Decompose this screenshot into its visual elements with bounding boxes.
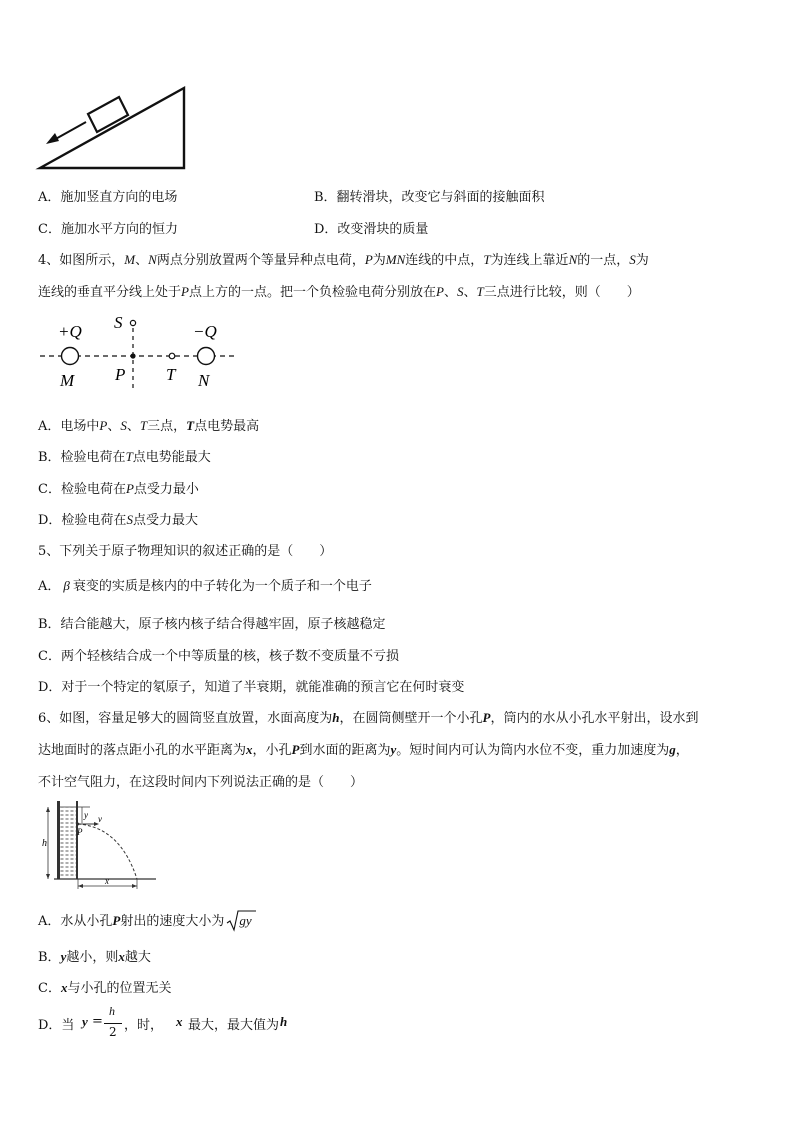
- q4-text: 为: [635, 253, 649, 268]
- q6-text: ，在圆筒侧壁开一个小孔: [339, 711, 483, 726]
- q6-text: A．水从小孔: [38, 914, 113, 929]
- equals-sign: =: [92, 1014, 103, 1029]
- q6-option-b[interactable]: [38, 946, 151, 965]
- q4-var-s: S: [120, 418, 127, 433]
- q4-var-s: S: [629, 252, 636, 267]
- motion-arrow-head: [46, 133, 59, 144]
- q4-text: 的一点，: [577, 253, 630, 268]
- q4-var-n: N: [568, 252, 578, 267]
- q6-var-x: x: [118, 949, 125, 964]
- charge-m-circle: [62, 348, 79, 365]
- label-y: y: [84, 810, 88, 820]
- q4-var-t: T: [139, 418, 148, 433]
- label-s: S: [114, 313, 123, 332]
- charge-n-circle: [198, 348, 215, 365]
- q6-option-a[interactable]: [38, 910, 254, 929]
- q4-text: 点上方的一点。把一个负检验电荷分别放在: [188, 285, 436, 300]
- q4-option-c[interactable]: [38, 478, 199, 497]
- point-t-dot: [169, 353, 175, 359]
- q6-var-x: x: [60, 980, 68, 995]
- q6-text: 射出的速度大小为: [120, 914, 225, 929]
- q4-var-p: P: [435, 284, 444, 299]
- label-p: P: [115, 365, 126, 384]
- q3-option-d[interactable]: D．改变滑块的质量: [314, 222, 429, 237]
- q4-var-t: T: [186, 418, 195, 433]
- point-p-dot: [130, 353, 135, 358]
- label-h: h: [42, 838, 47, 849]
- q6-var-y: y: [60, 949, 67, 964]
- q4-var-p: P: [181, 284, 189, 299]
- q6-stem-line1: [38, 707, 699, 726]
- label-x: x: [105, 876, 109, 886]
- q5-option-b[interactable]: B．结合能越大，原子核内核子结合得越牢固，原子核越稳定: [38, 617, 386, 632]
- q4-text: 、: [443, 285, 457, 300]
- q4-var-p: P: [364, 252, 373, 267]
- q4-var-t: T: [125, 449, 133, 464]
- sqrt-expression: [226, 913, 253, 929]
- q6-var-h: h: [332, 710, 340, 725]
- q5-text: 衰变的实质是核内的中子转化为一个质子和一个电子: [72, 579, 372, 594]
- fraction-denominator: 2: [109, 1025, 117, 1039]
- q6-text: ，筒内的水从小孔水平射出，设水到: [490, 711, 699, 726]
- q4-text: 点受力最小: [133, 482, 199, 497]
- q6-text: 。短时间内可认为筒内水位不变，重力加速度为: [396, 743, 670, 758]
- label-plus-q: +Q: [58, 322, 82, 341]
- q5-option-a[interactable]: [38, 575, 372, 594]
- q6-var-g: g: [669, 742, 676, 757]
- h-arrow-bottom: [46, 874, 50, 879]
- q4-text: 、: [463, 285, 477, 300]
- q4-stem-line2: [38, 281, 640, 300]
- q6-text: 6、如图，容量足够大的圆筒竖直放置，水面高度为: [38, 711, 333, 726]
- q4-var-s: S: [456, 284, 464, 299]
- incline-figure: [34, 80, 194, 172]
- label-p: P: [77, 827, 83, 837]
- label-n: N: [198, 371, 210, 390]
- q4-var-p: P: [99, 418, 108, 433]
- point-s-dot: [130, 320, 135, 325]
- q4-text: 为: [372, 253, 386, 268]
- fraction-bar: [104, 1023, 122, 1024]
- q6-text: 到水面的距离为: [299, 743, 391, 758]
- q5-text: A．: [38, 579, 61, 594]
- q3-option-b[interactable]: B．翻转滑块，改变它与斜面的接触面积: [314, 190, 545, 205]
- x-arrow-left: [78, 884, 83, 888]
- q4-text: 三点进行比较，则（ ）: [483, 285, 640, 300]
- q5-beta-symbol: β: [63, 578, 70, 593]
- water-trajectory: [78, 824, 137, 879]
- q4-text: 点受力最大: [132, 513, 198, 528]
- q4-text: 点电势最高: [194, 419, 260, 434]
- q4-text: 为连线上靠近: [490, 253, 569, 268]
- charges-figure: [38, 306, 244, 392]
- x-arrow-right: [132, 884, 137, 888]
- q4-text: D．检验电荷在: [38, 513, 127, 528]
- h-arrow-top: [46, 807, 50, 812]
- q3-option-c[interactable]: C．施加水平方向的恒力: [38, 222, 178, 237]
- q6-stem-line3: 不计空气阻力，在这段时间内下列说法正确的是（ ）: [38, 775, 364, 790]
- sqrt-radical-sign: [226, 910, 256, 932]
- q4-var-s: S: [126, 512, 133, 527]
- q4-var-m: M: [124, 252, 136, 267]
- q4-option-b[interactable]: [38, 446, 211, 465]
- q6-stem-line2: [38, 739, 689, 758]
- q4-text: 两点分别放置两个等量异种点电荷，: [156, 253, 365, 268]
- q5-stem: 5、下列关于原子物理知识的叙述正确的是（ ）: [38, 544, 333, 559]
- q4-stem-line1: [38, 249, 649, 268]
- q6-var-p: P: [482, 710, 491, 725]
- q4-text: C．检验电荷在: [38, 482, 126, 497]
- q6-var-x: x: [246, 742, 253, 757]
- q6-text: D．当: [38, 1018, 75, 1033]
- cylinder-wall-right: [76, 801, 78, 879]
- q6-text: 越大: [124, 950, 151, 965]
- q4-text: 、: [126, 419, 140, 434]
- q4-text: 、: [107, 419, 121, 434]
- q6-var-y: y: [82, 1014, 88, 1029]
- sliding-block: [88, 97, 128, 132]
- q6-text: 最大，最大值为: [188, 1018, 280, 1033]
- q6-text: B．: [38, 950, 61, 965]
- q6-text: C．: [38, 981, 61, 996]
- water-column: [60, 807, 76, 879]
- q6-text: 越小，则: [66, 950, 119, 965]
- q4-text: B．检验电荷在: [38, 450, 126, 465]
- q4-text: 三点，: [147, 419, 187, 434]
- q4-text: A．电场中: [38, 419, 100, 434]
- label-v: v: [98, 814, 102, 824]
- q6-text: 与小孔的位置无关: [67, 981, 172, 996]
- q4-var-p: P: [125, 481, 134, 496]
- q4-text: 点电势能最大: [132, 450, 211, 465]
- q6-var-p: P: [112, 913, 121, 928]
- label-t: T: [166, 365, 176, 384]
- q4-option-d[interactable]: [38, 509, 198, 528]
- q4-var-t: T: [483, 252, 491, 267]
- q4-option-a[interactable]: [38, 415, 259, 434]
- label-m: M: [60, 371, 75, 390]
- fraction-numerator: h: [109, 1004, 115, 1018]
- q5-option-d[interactable]: D．对于一个特定的氡原子，知道了半衰期，就能准确的预言它在何时衰变: [38, 680, 465, 695]
- sqrt-radicand: gy: [239, 913, 252, 928]
- q3-option-a[interactable]: A．施加竖直方向的电场: [38, 190, 178, 205]
- q6-var-x: x: [176, 1014, 183, 1029]
- q4-var-n: N: [148, 252, 157, 267]
- water-jet-figure: [40, 797, 158, 895]
- q4-text: 、: [135, 253, 149, 268]
- q5-option-c[interactable]: C．两个轻核结合成一个中等质量的核，核子数不变质量不亏损: [38, 649, 399, 664]
- q6-option-c[interactable]: [38, 977, 171, 996]
- q4-var-t: T: [476, 284, 484, 299]
- q4-text: 4、如图所示，: [38, 253, 125, 268]
- q6-text: ，: [675, 743, 689, 758]
- q4-text: 连线的垂直平分线上处于: [38, 285, 182, 300]
- q6-text: 达地面时的落点距小孔的水平距离为: [38, 743, 247, 758]
- label-minus-q: −Q: [193, 322, 217, 341]
- q6-var-y: y: [390, 742, 397, 757]
- q6-text: ，时，: [124, 1018, 164, 1033]
- q4-text: 连线的中点，: [405, 253, 484, 268]
- q6-text: ，小孔: [252, 743, 292, 758]
- q6-var-p: P: [291, 742, 300, 757]
- q4-var-mn: MN: [385, 252, 406, 267]
- q6-var-h: h: [280, 1014, 288, 1029]
- cylinder-wall-left: [57, 801, 60, 879]
